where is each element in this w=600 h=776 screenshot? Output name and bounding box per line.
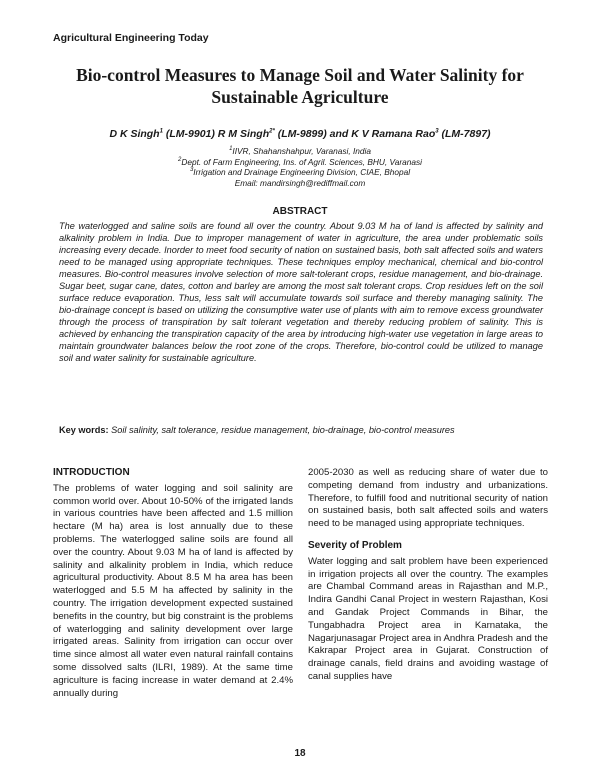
abstract-heading: ABSTRACT bbox=[272, 206, 328, 217]
author-1-name: D K Singh bbox=[109, 128, 160, 140]
affiliations bbox=[40, 146, 560, 188]
affiliation-3: $^3$Irrigation and Drainage Engineering Division, CIAE, Bhopal bbox=[189, 167, 411, 177]
author-3-sup: 3 bbox=[435, 128, 439, 135]
paper-title bbox=[40, 64, 560, 108]
title-line-2: Sustainable Agriculture bbox=[211, 87, 389, 107]
right-column bbox=[308, 467, 548, 684]
introduction-paragraph: The problems of water logging and soil salinity are common world over. About 10-50% of the irrigated lands in various countries have been affected and 1.5 million hectare (M ha) area is lost annually due to these problems. The waterlogged saline soils are found all over the country. About 9.03 M ha of land is affected by salinity and alkalinity problem in India, which reduce agricultural productivity. About 8.5 M ha area has been waterlogged and 5.5 M ha affected by salinity in the country. The irrigation development expected sustained benefits in the country, but big constraint is the problems of waterlogging and salinity development over large irrigated areas. Salinity from irrigation can occur over time since almost all water even natural rainfall contains some dissolved salts (ILRI, 1989). At the same time agriculture is facing increase in water demand at 2.4% annually during bbox=[53, 482, 293, 699]
keywords-text: Soil salinity, salt tolerance, residue management, bio-drainage, bio-control measures bbox=[108, 425, 455, 435]
keywords bbox=[59, 424, 543, 436]
keywords-label: Key words: bbox=[59, 425, 109, 435]
author-3-id: (LM-7897) bbox=[438, 128, 491, 140]
email: Email: mandirsingh@rediffmail.com bbox=[234, 177, 366, 188]
abstract-text: The waterlogged and saline soils are found all over the country. About 9.03 M ha of land is affected by salinity and alkalinity problem in India. Due to improper management of water in agriculture, the area under problematic soils increasing every decade. Inorder to meet food security of nation on sustained basis, both salt affected soils and waters need to be managed using appropriate techniques. These techniques employ mechanical, chemical and bio-control measures. Bio-control measures involve selection of more salt-tolerant crops, residue management, and bio-drainage. Sugar beet, sugar cane, dates, cotton and barley are among the most salt tolerant crops. Crop residues left on the soil surface reduce evaporation. Thus, less salt will accumulate towards soil surface and thereby managing salinity. The bio-drainage concept is based on utilizing the consumptive water use of plants with aim to remove excess groundwater through the process of transpiration by salt tolerant vegetation and thereby reducing problem of salinity. This is achieved by enhancing the transpiration capacity of the area by introducing high-water use vegetation in large areas to maintain groundwater balances below the root zone of the crops. Therefore, bio-control could be utilized to manage soil and water salinity for sustainable agriculture. bbox=[59, 221, 543, 363]
left-column bbox=[53, 467, 293, 700]
author-2-name: R M Singh bbox=[217, 128, 270, 140]
author-3-name: K V Ramana Rao bbox=[351, 128, 436, 140]
journal-header: Agricultural Engineering Today bbox=[53, 32, 209, 44]
introduction-continued: 2005-2030 as well as reducing share of water due to competing demand from industry and urbanizations. Therefore, to fulfill food and nutritional security of nation on sustained basis, both salt affected soils and waters need to be managed using appropriate techniques. bbox=[308, 467, 548, 530]
author-1-id: (LM-9901) bbox=[162, 128, 218, 140]
author-list bbox=[40, 128, 560, 140]
author-2-id: (LM-9899) and bbox=[274, 128, 352, 140]
affiliation-2: $^2$Dept. of Farm Engineering, Ins. of Agril. Sciences, BHU, Varanasi bbox=[178, 156, 422, 167]
introduction-heading: INTRODUCTION bbox=[53, 467, 130, 478]
severity-heading: Severity of Problem bbox=[308, 539, 402, 551]
author-2-sup: 2* bbox=[269, 128, 275, 135]
page-number: 18 bbox=[294, 748, 306, 759]
title-line-1: Bio-control Measures to Manage Soil and Water Salinity for bbox=[76, 65, 524, 85]
severity-paragraph: Water logging and salt problem have been experienced in irrigation projects all over the country. The examples are Chambal Command areas in Rajasthan and M.P., Indira Gandhi Canal Project in western Rajasthan, Kosi and Gandak Project Commands in Bihar, the Tungabhadra Project area in Karnataka, the Nagarjunasagar Project area in Andhra Pradesh and the Kakrapar Project area in Gujarat. Construction of drainage canals, field drains and avoiding wastage of canal supplies have bbox=[308, 555, 548, 682]
author-1-sup: 1 bbox=[159, 128, 163, 135]
affiliation-1: $^1$IIVR, Shahanshahpur, Varanasi, India bbox=[229, 146, 371, 156]
